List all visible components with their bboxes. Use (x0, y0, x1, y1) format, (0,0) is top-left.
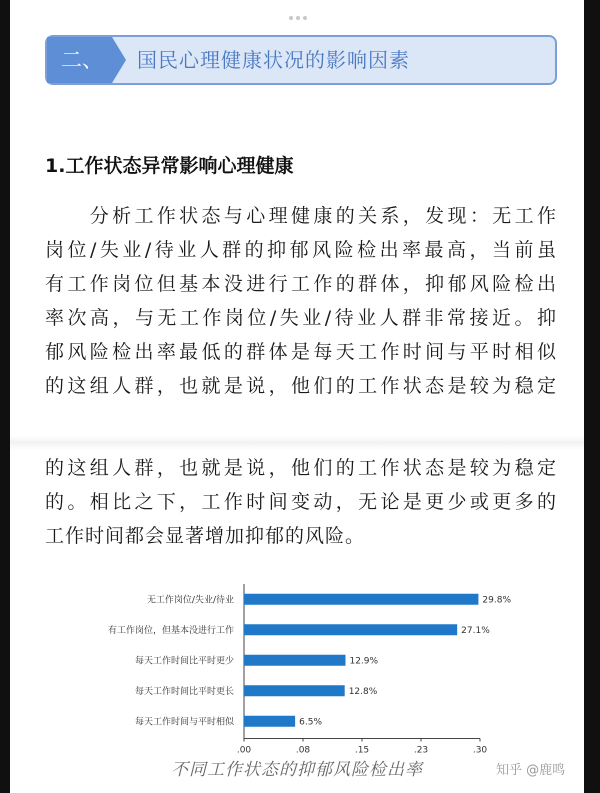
paragraph-analysis (45, 199, 557, 403)
article-page (10, 0, 584, 793)
section-heading: 国民心理健康状况的影响因素 (137, 48, 410, 72)
chart-caption: 不同工作状态的抑郁风险检出率 (171, 760, 423, 780)
category-label: 每天工作时间比平时更少 (134, 656, 234, 667)
category-label: 每天工作时间与平时相似 (134, 717, 234, 728)
section-banner (45, 35, 557, 85)
x-tick-label: .30 (472, 745, 488, 756)
bar (244, 685, 345, 696)
data-label: 27.1% (461, 625, 490, 636)
subsection-title: 1.工作状态异常影响心理健康 (45, 155, 294, 177)
data-label: 6.5% (299, 717, 323, 728)
banner-arrow-icon (112, 37, 126, 83)
paragraph-line: 的这组人群，也就是说，他们的工作状态是较为稳定 (45, 375, 557, 397)
paragraph-line: 郁风险检出率最低的群体是每天工作时间与平时相似 (45, 341, 557, 363)
data-label: 29.8% (482, 595, 512, 606)
paragraph-line: 率次高，与无工作岗位/失业/待业人群非常接近。抑 (45, 307, 557, 329)
bar (244, 624, 457, 635)
paragraph-line: 工作时间都会显著增加抑郁的风险。 (45, 525, 366, 547)
watermark: 知乎 @鹿鸣 (496, 763, 566, 778)
paragraph-line: 分析工作状态与心理健康的关系，发现：无工作 (45, 205, 557, 227)
screenshot-seam (10, 436, 584, 450)
section-number: 二、 (47, 37, 112, 83)
paragraph-line: 有工作岗位但基本没进行工作的群体，抑郁风险检出 (45, 273, 557, 295)
data-label: 12.8% (348, 686, 378, 697)
bar (244, 716, 295, 727)
bar (244, 594, 478, 605)
x-tick-label: .08 (295, 745, 311, 756)
paragraph-line: 的。相比之下，工作时间变动，无论是更少或更多的 (45, 491, 557, 513)
x-tick-label: .00 (236, 745, 252, 756)
depression-rate-chart (10, 580, 584, 756)
data-label: 12.9% (349, 656, 379, 667)
paragraph-conclusion (45, 451, 557, 553)
category-label: 无工作岗位/失业/待业 (146, 595, 234, 606)
more-icon[interactable] (289, 5, 319, 9)
x-tick-label: .23 (413, 745, 429, 756)
category-label: 每天工作时间比平时更长 (134, 686, 234, 697)
x-tick-label: .15 (354, 745, 370, 756)
category-label: 有工作岗位，但基本没进行工作 (107, 625, 234, 636)
bar (244, 655, 345, 666)
paragraph-line: 岗位/失业/待业人群的抑郁风险检出率最高，当前虽 (45, 239, 557, 261)
paragraph-line: 的这组人群，也就是说，他们的工作状态是较为稳定 (45, 457, 557, 479)
